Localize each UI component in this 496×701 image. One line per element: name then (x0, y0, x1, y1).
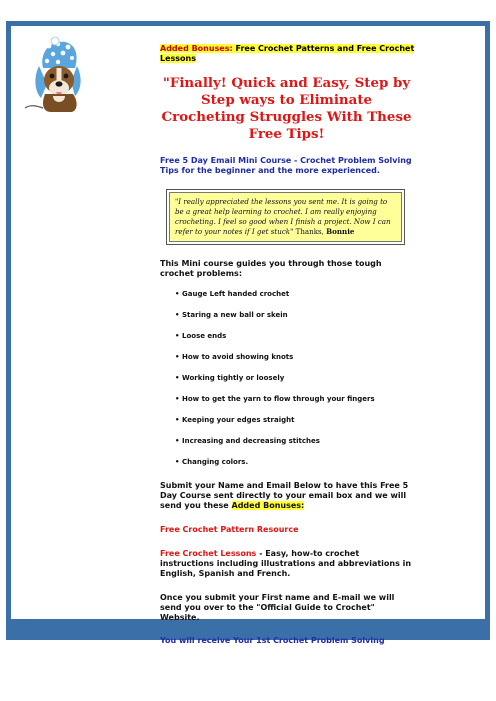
list-item: • How to get the yarn to flow through your fingers (175, 395, 375, 403)
bullet-icon: • (175, 458, 180, 466)
main-content (160, 44, 415, 646)
crochet-hat-dog-image (25, 38, 87, 112)
bullet-icon: • (175, 311, 180, 319)
list-item: • Staring a new ball or skein (175, 311, 288, 319)
pattern-resource-title: Free Crochet Pattern Resource (160, 525, 299, 534)
added-bonuses-highlight: Added Bonuses: (231, 501, 305, 510)
problem-list (160, 289, 415, 478)
list-item: • Working tightly or loosely (175, 374, 285, 382)
page-body (11, 26, 485, 645)
redirect-note: Once you submit your First name and E-mail we will send you over to the "Official Guide to Crochet" Website. (160, 593, 395, 622)
testimonial-quote (169, 192, 402, 242)
bullet-icon: • (175, 374, 180, 382)
testimonial-text: "I really appreciated the lessons you sent me. It is going to be a great help learning to crochet. I am really enjoying crocheting. I feel so good when I finish a project. Now I can refer to your notes if I get stuck" (175, 197, 391, 236)
bullet-icon: • (175, 416, 180, 424)
bullet-icon: • (175, 437, 180, 445)
headline: "Finally! Quick and Easy, Step by Step ways to Eliminate Crocheting Struggles With These Free Tips! (161, 75, 412, 142)
lessons-title: Free Crochet Lessons (160, 549, 257, 558)
bullet-icon: • (175, 353, 180, 361)
bonus-text: Free Crochet Patterns and Free Crochet Lessons (160, 44, 415, 63)
bullet-icon: • (175, 290, 180, 298)
bonus-label: Added Bonuses: (160, 44, 233, 53)
bullet-icon: • (175, 332, 180, 340)
list-item: • Changing colors. (175, 458, 249, 466)
list-item: • Gauge Left handed crochet (175, 290, 290, 298)
testimonial-author: Bonnie (326, 227, 355, 236)
testimonial-thanks: Thanks, (293, 227, 327, 236)
bullet-icon: • (175, 395, 180, 403)
guide-intro: This Mini course guides you through those tough crochet problems: (160, 259, 382, 278)
testimonial-box (166, 189, 405, 245)
submit-instructions: Submit your Name and Email Below to have this Free 5 Day Course sent directly to your email box and we will send you these Added Bonuses: (160, 481, 409, 510)
lessons-description: Free Crochet Lessons - Easy, how-to crochet instructions including illustrations and abbreviations in English, Spanish and French. (160, 549, 412, 578)
list-item: • Loose ends (175, 332, 227, 340)
list-item: • Increasing and decreasing stitches (175, 437, 320, 445)
bonus-header (160, 44, 415, 64)
course-intro: Free 5 Day Email Mini Course - Crochet Problem Solving Tips for the beginner and the more experienced. (160, 156, 412, 175)
list-item: • Keeping your edges straight (175, 416, 295, 424)
list-item: • How to avoid showing knots (175, 353, 294, 361)
receive-note: You will receive Your 1st Crochet Problem Solving (160, 636, 385, 645)
